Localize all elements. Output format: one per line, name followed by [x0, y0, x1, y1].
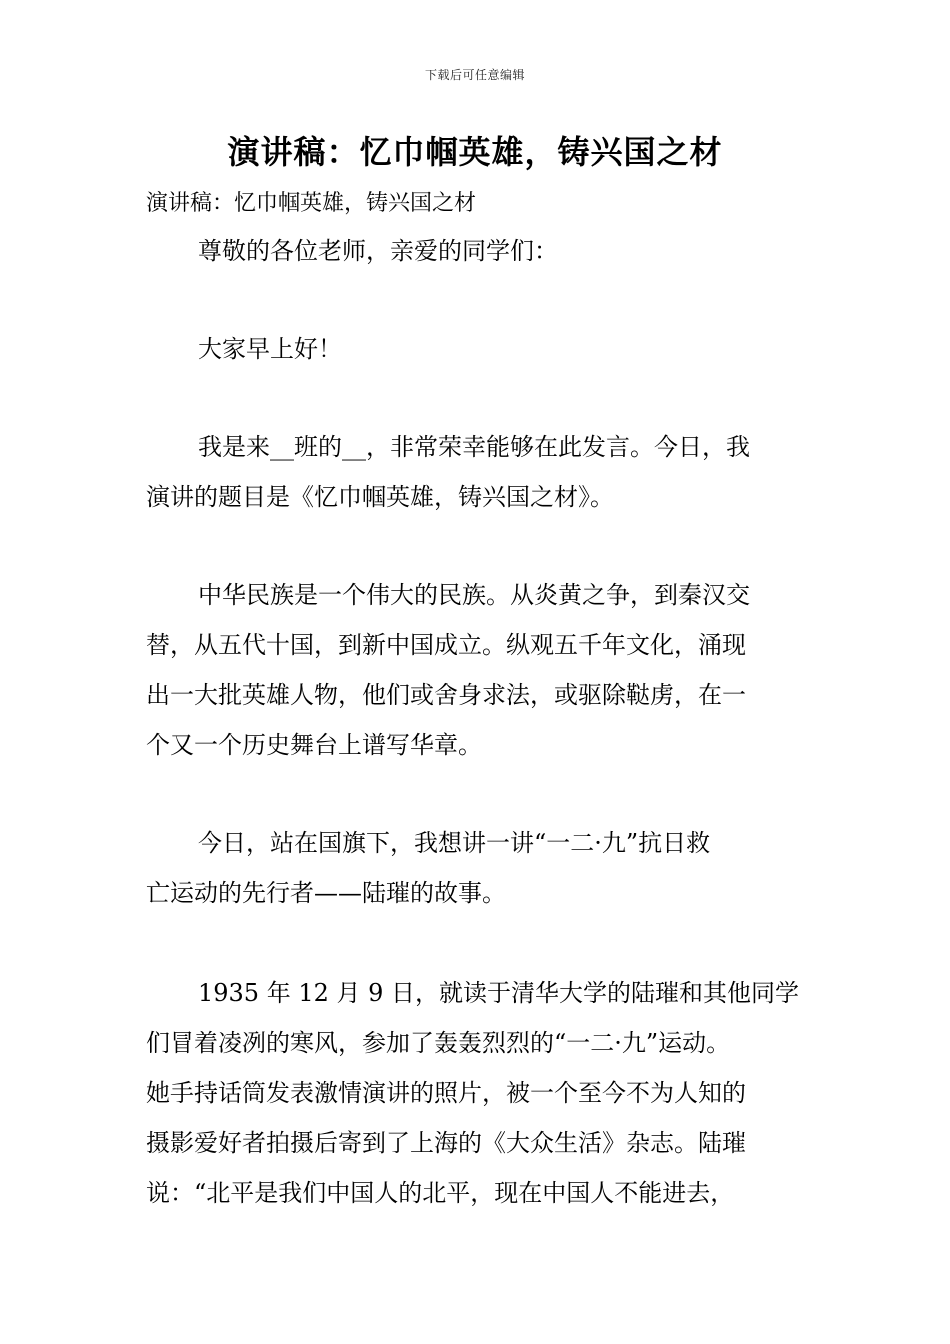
paragraph-line: 她手持话筒发表激情演讲的照片，被一个至今不为人知的 — [146, 1079, 746, 1107]
paragraph — [146, 226, 846, 276]
paragraph — [146, 324, 846, 374]
paragraph-line: 演讲的题目是《忆巾帼英雄，铸兴国之材》。 — [146, 483, 614, 511]
paragraph-line: 尊敬的各位老师，亲爱的同学们： — [198, 237, 558, 265]
paragraph-line: 们冒着凌冽的寒风，参加了轰轰烈烈的“一二·九”运动。 — [146, 1029, 731, 1057]
paragraph — [146, 422, 846, 522]
paragraph — [146, 818, 846, 918]
page-header-note: 下载后可任意编辑 — [424, 68, 525, 82]
paragraph-line: 中华民族是一个伟大的民族。从炎黄之争，到秦汉交 — [198, 581, 750, 609]
paragraph-line: 今日，站在国旗下，我想讲一讲“一二·九”抗日救 — [198, 829, 711, 857]
paragraph-line: 说：“北平是我们中国人的北平，现在中国人不能进去， — [146, 1179, 735, 1207]
paragraph-line: 1935 年 12 月 9 日，就读于清华大学的陆璀和其他同学 — [198, 979, 800, 1007]
paragraph-line: 我是来__班的__，非常荣幸能够在此发言。今日，我 — [198, 433, 750, 461]
paragraph-line: 摄影爱好者拍摄后寄到了上海的《大众生活》杂志。陆璀 — [146, 1129, 746, 1157]
paragraph-line: 个又一个历史舞台上谱写华章。 — [146, 731, 482, 759]
paragraph — [146, 570, 846, 770]
document-subtitle: 演讲稿：忆巾帼英雄，铸兴国之材 — [146, 191, 477, 216]
document-title: 演讲稿：忆巾帼英雄，铸兴国之材 — [227, 133, 723, 171]
paragraph-line: 替，从五代十国，到新中国成立。纵观五千年文化，涌现 — [146, 631, 746, 659]
paragraph-line: 大家早上好！ — [198, 335, 342, 363]
paragraph-line: 亡运动的先行者——陆璀的故事。 — [146, 879, 506, 907]
paragraph-line: 出一大批英雄人物，他们或舍身求法，或驱除鞑虏，在一 — [146, 681, 746, 709]
paragraph — [146, 968, 846, 1218]
